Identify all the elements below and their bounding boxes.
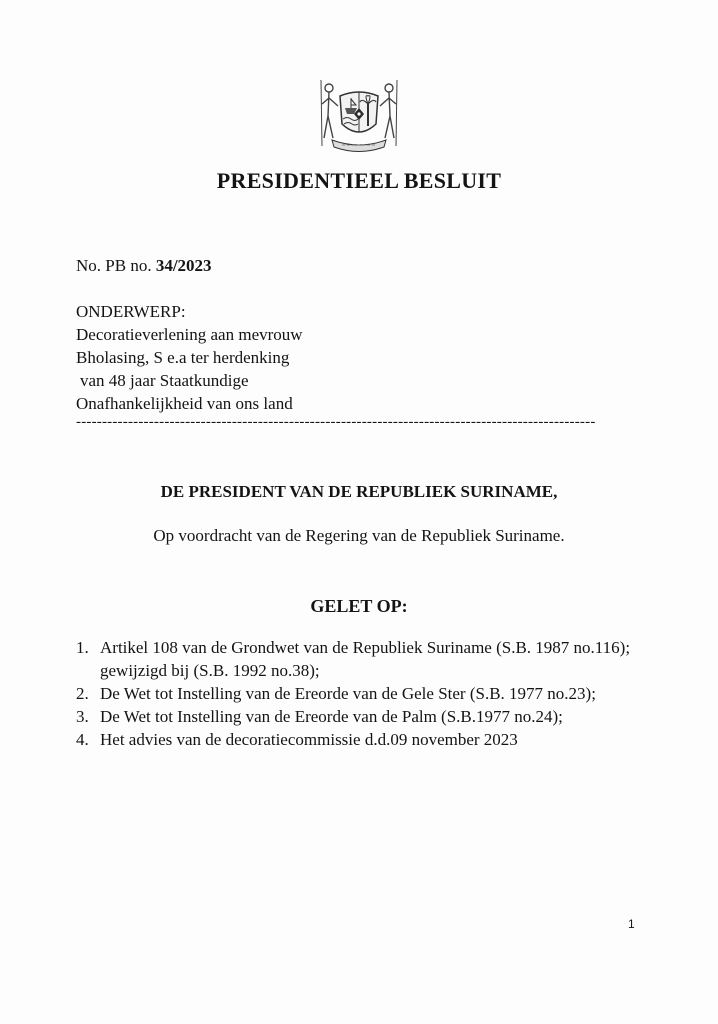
list-item — [76, 728, 676, 751]
list-item-text: De Wet tot Instelling van de Ereorde van de Palm (S.B.1977 no.24); — [100, 707, 563, 726]
subject-line: Bholasing, S e.a ter herdenking — [76, 348, 290, 367]
separator-line: ---------------------------------------------------------------------------------------------------- — [76, 414, 596, 430]
considering-heading: GELET OP: — [310, 596, 408, 616]
list-item-number: 4. — [76, 730, 89, 749]
decree-number-line — [76, 255, 212, 277]
list-item — [76, 682, 676, 705]
list-item — [76, 636, 676, 682]
decree-number: 34/2023 — [155, 256, 212, 275]
decree-number-label: No. PB no. — [76, 256, 156, 275]
document-title: PRESIDENTIEEL BESLUIT — [216, 168, 502, 193]
list-item — [76, 705, 676, 728]
list-item-number: 2. — [76, 684, 89, 703]
list-item-text: Artikel 108 van de Grondwet van de Republiek Suriname (S.B. 1987 no.116); gewijzigd bij (S.B. 1992 no.38); — [100, 638, 631, 680]
list-item-text: De Wet tot Instelling van de Ereorde van de Gele Ster (S.B. 1977 no.23); — [100, 684, 596, 703]
subject-heading: ONDERWERP: — [76, 302, 186, 321]
proposal-line: Op voordracht van de Regering van de Republiek Suriname. — [153, 526, 565, 545]
subject-line: van 48 jaar Staatkundige — [80, 371, 249, 390]
list-item-number: 3. — [76, 707, 89, 726]
list-item-number: 1. — [76, 638, 89, 657]
president-heading: DE PRESIDENT VAN DE REPUBLIEK SURINAME, — [160, 482, 558, 501]
subject-line: Onafhankelijkheid van ons land — [76, 394, 293, 413]
coat-of-arms-emblem — [314, 74, 404, 156]
list-item-text: Het advies van de decoratiecommissie d.d.09 november 2023 — [100, 730, 518, 749]
page-number: 1 — [628, 917, 635, 931]
considerations-list — [76, 636, 676, 751]
subject-line: Decoratieverlening aan mevrouw — [76, 325, 303, 344]
